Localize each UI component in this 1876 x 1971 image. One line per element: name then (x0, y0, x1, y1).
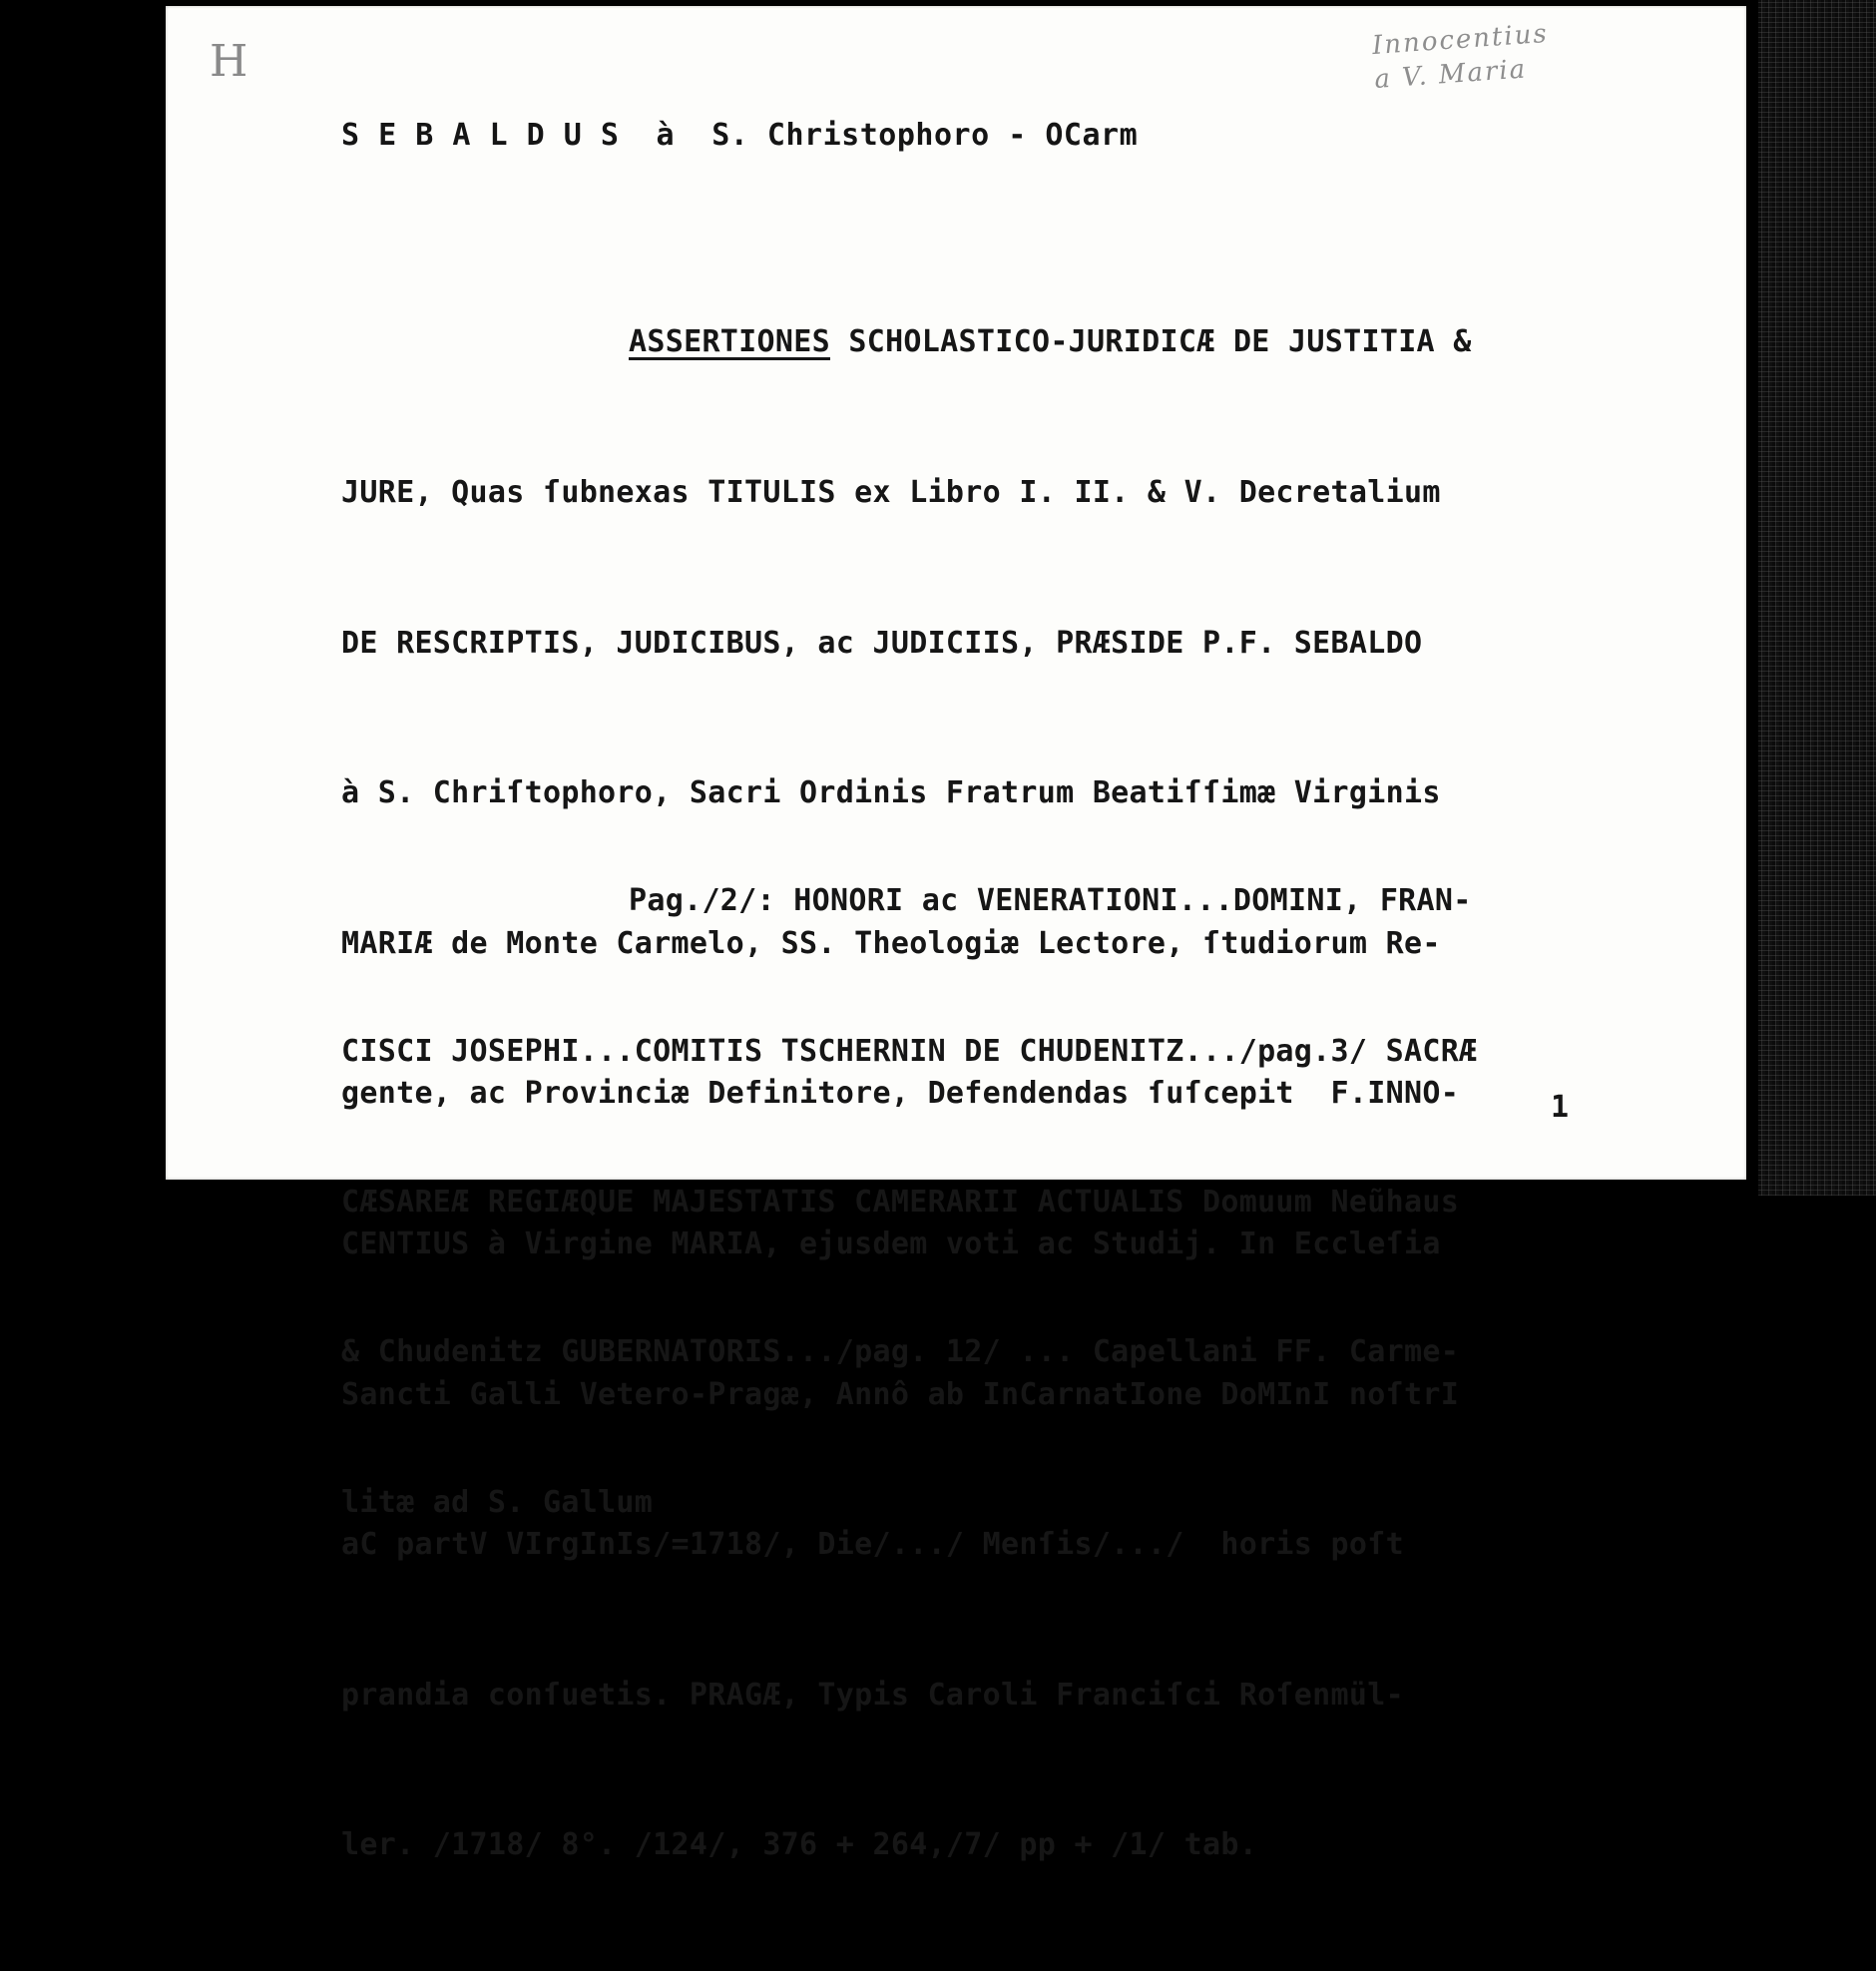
text-line: CISCI JOSEPHI...COMITIS TSCHERNIN DE CHUDENITZ.../pag.3/ SACRÆ (341, 1034, 1478, 1069)
text-line: JURE, Quas ſubnexas TITULIS ex Libro I. II. & V. Decretalium (341, 475, 1441, 510)
underlined-title-word: ASSERTIONES (629, 324, 830, 360)
text-line: gente, ac Provinciæ Definitore, Defendendas ſuſcepit F.INNO- (341, 1076, 1460, 1112)
page-number: 1 (1551, 1090, 1570, 1125)
handwritten-note-line: a V. Maria (1373, 54, 1529, 95)
text-line: DE RESCRIPTIS, JUDICIBUS, ac JUDICIIS, PRÆSIDE P.F. SEBALDO (341, 625, 1423, 661)
text-line: aC partV VIrgInIs/=1718/, Die/.../ Menſis/.../ horis poſt (341, 1527, 1404, 1563)
text-line: MARIÆ de Monte Carmelo, SS. Theologiæ Lectore, ſtudiorum Re- (341, 925, 1441, 961)
text-line: ASSERTIONES SCHOLASTICO-JURIDICÆ DE JUSTITIA & (629, 324, 1472, 360)
film-edge-strip (1758, 0, 1876, 1196)
text-line: ler. /1718/ 8°. /124/, 376 + 264,/7/ pp + /1/ tab. (341, 1827, 1258, 1863)
text-line: prandia conſuetis. PRAGÆ, Typis Caroli Franciſci Roſenmül- (341, 1677, 1404, 1713)
text-line: litæ ad S. Gallum (341, 1484, 654, 1520)
card-heading: S E B A L D U S à S. Christophoro - OCarm (341, 118, 1139, 153)
dedication-note (341, 776, 1678, 1628)
corner-mark: H (210, 36, 248, 87)
text-line: & Chudenitz GUBERNATORIS.../pag. 12/ ... Capellani FF. Carme- (341, 1334, 1460, 1370)
text-line: à S. Chriſtophoro, Sacri Ordinis Fratrum Beatiſſimæ Virginis (341, 775, 1441, 811)
text-line: CENTIUS à Virgine MARIA, ejusdem voti ac Studij. In Eccleſia (341, 1226, 1441, 1261)
text-line: Sancti Galli Vetero-Pragæ, Annô ab InCarnatIone DoMInI noſtrI (341, 1376, 1460, 1412)
text-line: Pag./2/: HONORI ac VENERATIONI...DOMINI, FRAN- (629, 883, 1472, 919)
handwritten-note-line: Innocentius (1371, 18, 1550, 62)
text-line: CÆSAREÆ REGIÆQUE MAJESTATIS CAMERARII ACTUALIS Domuum Neũhaus (341, 1184, 1460, 1220)
handwritten-note (1371, 11, 1635, 97)
catalog-card (166, 6, 1746, 1863)
